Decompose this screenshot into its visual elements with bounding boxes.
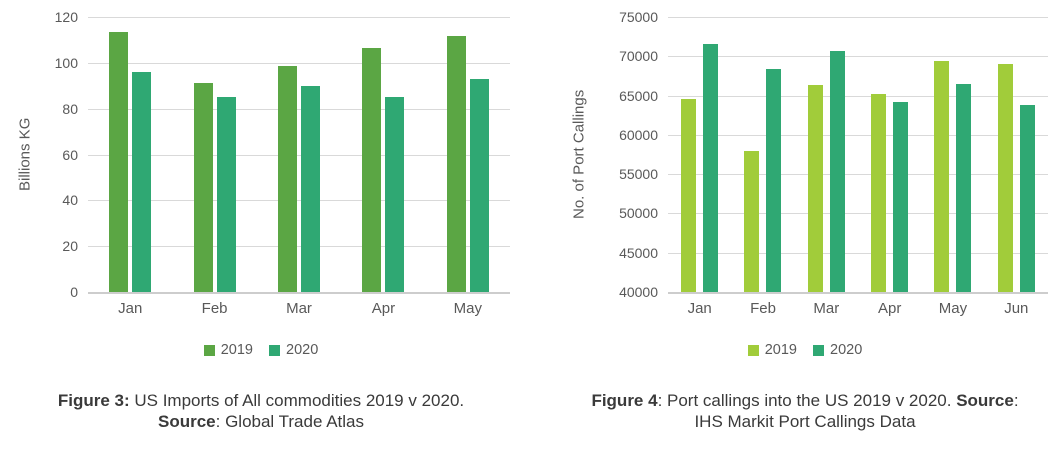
figure-caption — [12, 390, 510, 432]
x-axis-line — [668, 292, 1048, 294]
bar-2019-jun — [998, 64, 1013, 292]
bar-2019-may — [447, 36, 466, 292]
category-group-mar — [795, 17, 858, 292]
legend-swatch-2020 — [269, 345, 280, 356]
caption-text: : Global Trade Atlas — [215, 412, 364, 431]
bar-2020-mar — [301, 86, 320, 292]
bar-2019-mar — [278, 66, 297, 292]
legend-label-2019: 2019 — [220, 342, 253, 358]
caption-bold-text: Figure 4 — [591, 391, 658, 410]
plot-column — [668, 0, 1048, 317]
caption-text: : Port callings into the US 2019 v 2020. — [657, 391, 957, 410]
category-group-jan — [88, 17, 172, 292]
category-group-jun — [985, 17, 1048, 292]
legend-swatch-2019 — [204, 345, 215, 356]
x-axis-line — [88, 292, 510, 294]
y-tick-label-40: 40 — [62, 192, 78, 209]
bar-2020-apr — [893, 102, 908, 292]
x-tick-label-mar: Mar — [813, 300, 840, 317]
y-tick-label-100: 100 — [54, 54, 78, 71]
category-group-may — [921, 17, 984, 292]
bars-layer — [668, 17, 1048, 292]
y-tick-label-70000: 70000 — [619, 48, 658, 65]
y-axis-title: No. of Port Callings — [570, 89, 588, 220]
bar-2019-jan — [109, 32, 128, 292]
bar-2020-jan — [132, 72, 151, 292]
bar-2019-jan — [681, 99, 696, 292]
x-tick-label-feb: Feb — [750, 300, 776, 317]
bar-2020-feb — [766, 69, 781, 292]
bar-2020-may — [470, 79, 489, 292]
y-tick-label-60000: 60000 — [619, 126, 658, 143]
figure-4-port-callings-chart — [526, 0, 1053, 449]
x-axis-labels — [668, 300, 1048, 317]
category-group-feb — [172, 17, 256, 292]
plot-area — [88, 17, 510, 292]
legend-item-2019 — [748, 342, 797, 358]
category-group-mar — [257, 17, 341, 292]
caption-line-1 — [562, 390, 1048, 411]
y-tick-label-55000: 55000 — [619, 166, 658, 183]
x-tick-label-jan: Jan — [687, 300, 712, 317]
legend-label-2020: 2020 — [286, 342, 319, 358]
caption-line-2 — [562, 411, 1048, 432]
figure-3-chart-area — [12, 0, 510, 317]
figure-caption — [562, 390, 1048, 432]
category-group-apr — [858, 17, 921, 292]
caption-text: US Imports of All commodities 2019 v 2020. — [129, 391, 465, 410]
category-group-apr — [341, 17, 425, 292]
legend — [562, 342, 1048, 358]
y-tick-label-40000: 40000 — [619, 284, 658, 300]
bar-2020-apr — [385, 97, 404, 292]
y-tick-label-0: 0 — [70, 284, 78, 300]
y-tick-label-120: 120 — [54, 9, 78, 25]
plot-column — [88, 0, 510, 317]
legend-swatch-2019 — [748, 345, 759, 356]
y-tick-label-75000: 75000 — [619, 9, 658, 25]
legend-label-2020: 2020 — [830, 342, 863, 358]
legend-label-2019: 2019 — [764, 342, 797, 358]
caption-line-2 — [12, 411, 510, 432]
bar-2019-apr — [362, 48, 381, 292]
bar-2019-apr — [871, 94, 886, 292]
y-tick-label-80: 80 — [62, 100, 78, 117]
x-axis-labels — [88, 300, 510, 317]
x-tick-label-may: May — [453, 300, 482, 317]
caption-bold-text: Source — [956, 391, 1014, 410]
bar-2019-feb — [744, 151, 759, 292]
category-group-jan — [668, 17, 731, 292]
bar-2020-jun — [1020, 105, 1035, 292]
y-tick-label-45000: 45000 — [619, 244, 658, 261]
x-tick-label-may: May — [938, 300, 968, 317]
x-tick-label-feb: Feb — [201, 300, 228, 317]
caption-line-1 — [12, 390, 510, 411]
bar-2019-may — [934, 61, 949, 292]
legend-item-2020 — [813, 342, 862, 358]
category-group-may — [426, 17, 510, 292]
caption-text: : — [1013, 391, 1019, 410]
category-group-feb — [731, 17, 794, 292]
y-axis-tick-labels — [596, 9, 668, 300]
figure-4-chart-area — [562, 0, 1048, 317]
caption-bold-text: Figure 3: — [57, 391, 130, 410]
x-tick-label-mar: Mar — [286, 300, 312, 317]
legend-item-2019 — [204, 342, 253, 358]
plot-area — [668, 17, 1048, 292]
y-axis-tick-labels — [38, 9, 88, 300]
bars-layer — [88, 17, 510, 292]
bar-2019-feb — [194, 83, 213, 292]
caption-bold-text: Source — [157, 412, 216, 431]
y-tick-label-65000: 65000 — [619, 87, 658, 104]
bar-2020-jan — [703, 44, 718, 292]
bar-2019-mar — [808, 85, 823, 292]
y-tick-label-20: 20 — [62, 238, 78, 255]
bar-2020-may — [956, 84, 971, 292]
legend-item-2020 — [269, 342, 318, 358]
y-tick-label-60: 60 — [62, 146, 78, 163]
legend-swatch-2020 — [813, 345, 824, 356]
bar-2020-mar — [830, 51, 845, 292]
x-tick-label-jun: Jun — [1004, 300, 1029, 317]
x-tick-label-apr: Apr — [877, 300, 902, 317]
y-tick-label-50000: 50000 — [619, 205, 658, 222]
x-tick-label-apr: Apr — [371, 300, 396, 317]
bar-2020-feb — [217, 97, 236, 292]
y-axis-title: Billions KG — [16, 117, 34, 192]
x-tick-label-jan: Jan — [118, 300, 143, 317]
caption-text: IHS Markit Port Callings Data — [694, 412, 916, 431]
figure-3-us-imports-chart — [0, 0, 526, 449]
legend — [12, 342, 510, 358]
